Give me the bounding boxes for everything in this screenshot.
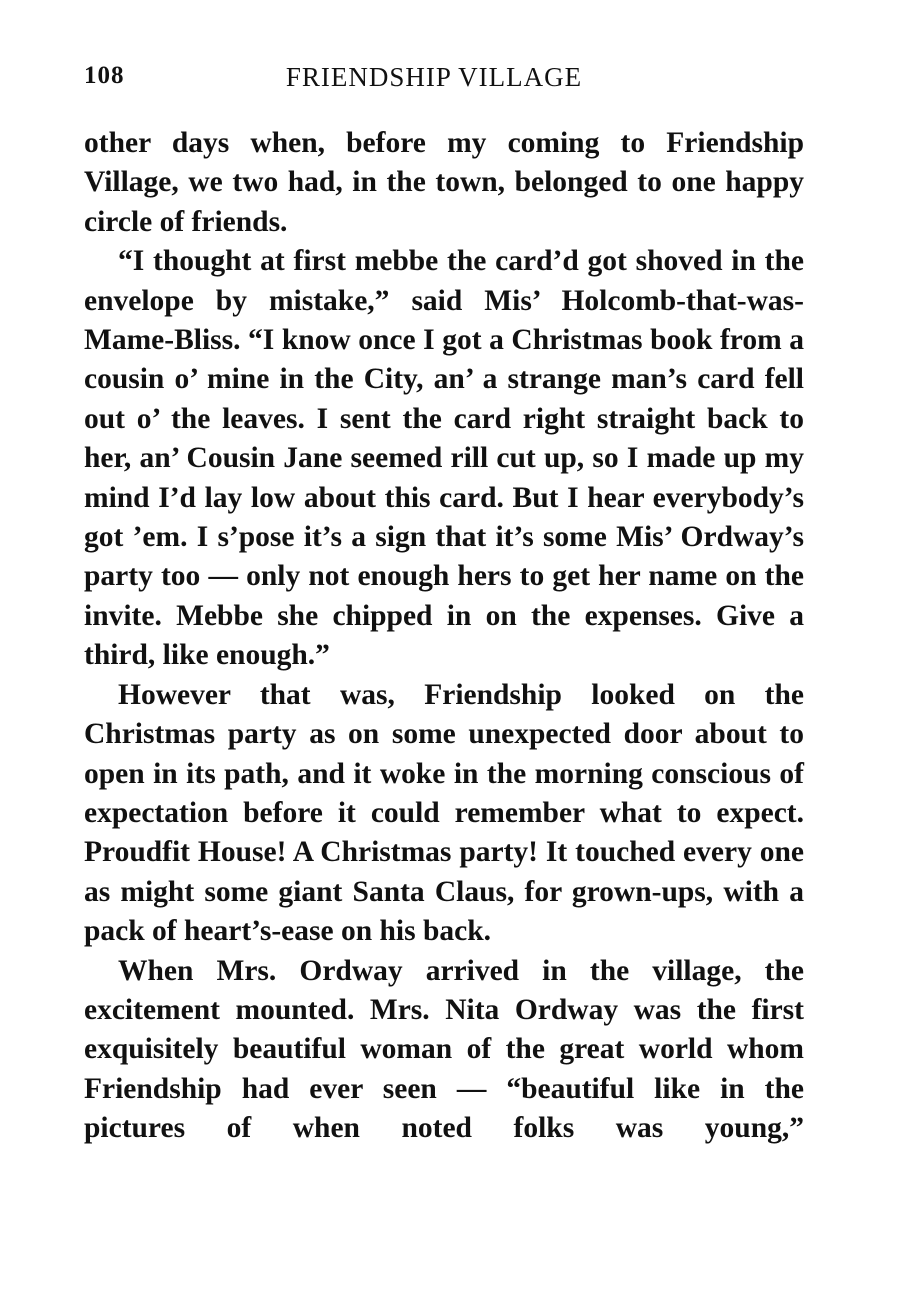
running-title-text: FRIENDSHIP VILLAGE bbox=[285, 62, 583, 92]
book-page bbox=[84, 52, 804, 1149]
page-header bbox=[84, 52, 804, 100]
paragraph-2: “I thought at first mebbe the card’d got shoved in the envelope by mistake,” said Mis’ Holcomb-that-was-Mame-Bliss. “I know once I got a Christmas book from a cousin o’ mine in the City, an’ a strange man’s card fell out o’ the leaves. I sent the card right straight back to her, an’ Cousin Jane seemed rill cut up, so I made up my mind I’d lay low about this card. But I hear everybody’s got ’em. I s’pose it’s a sign that it’s some Mis’ Ordway’s party too — only not enough hers to get her name on the invite. Mebbe she chipped in on the expenses. Give a third, like enough.” bbox=[84, 245, 804, 672]
paragraph-3: However that was, Friendship looked on the Christmas party as on some unexpected door about to open in its path, and it woke in the morning conscious of expectation before it could remember what to expect. Proudfit House! A Christmas party! It touched every one as might some giant Santa Claus, for grown-ups, with a pack of heart’s-ease on his back. bbox=[84, 678, 804, 948]
paragraph-1: other days when, before my coming to Friendship Village, we two had, in the town, belonged to one happy circle of friends. bbox=[84, 127, 804, 238]
paragraph-4: When Mrs. Ordway arrived in the village, the excitement mounted. Mrs. Nita Ordway was the first exquisitely beautiful woman of the great world whom Friendship had ever seen — “beautiful like in the pictures of when noted folks was young,” bbox=[84, 954, 804, 1145]
page-number: 108 bbox=[84, 62, 125, 89]
body-text bbox=[84, 124, 804, 1149]
running-title bbox=[84, 62, 804, 93]
